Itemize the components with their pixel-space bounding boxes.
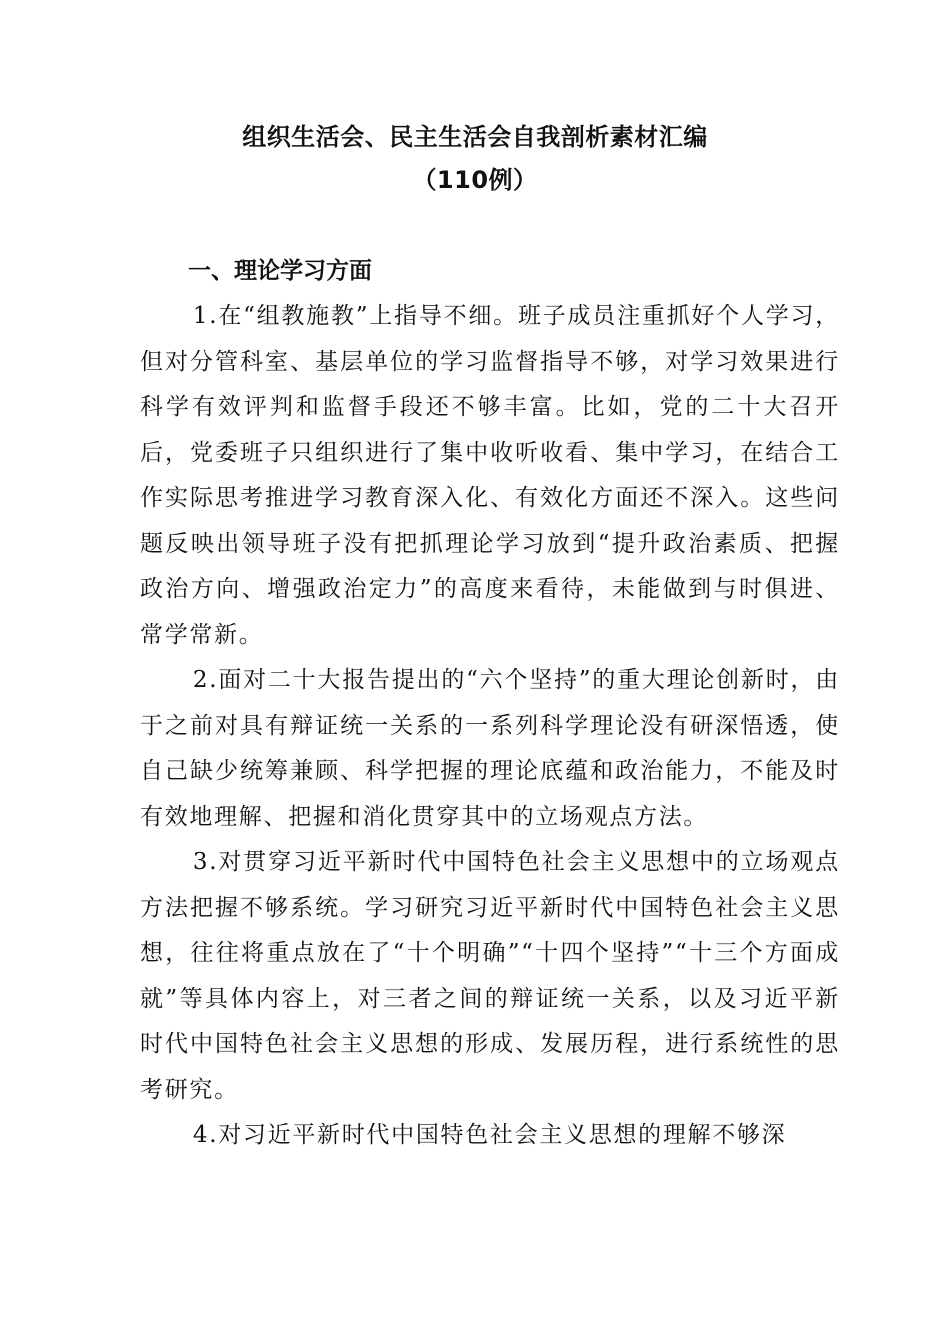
document-title: 组织生活会、民主生活会自我剖析素材汇编 [242,123,708,151]
paragraph-4: 4.对习近平新时代中国特色社会主义思想的理解不够深 [192,1122,787,1148]
section-heading: 一、理论学习方面 [188,258,372,284]
document-subtitle: （110例） [412,166,538,194]
paragraph-3: 3.对贯穿习近平新时代中国特色社会主义思想中的立场观点方法把握不够系统。学习研究习近平新时代中国特色社会主义思想，往往将重点放在了“十个明确”“十四个坚持”“十三个方面成就”等具体内容上，对三者之间的辩证统一关系，以及习近平新时代中国特色社会主义思想的形成、发展历程，进行系统性的思考研究。 [140,849,840,1103]
paragraph-2: 2.面对二十大报告提出的“六个坚持”的重大理论创新时，由于之前对具有辩证统一关系的一系列科学理论没有研深悟透，使自己缺少统筹兼顾、科学把握的理论底蕴和政治能力，不能及时有效地理解、把握和消化贯穿其中的立场观点方法。 [140,667,840,830]
paragraph-1: 1.在“组教施教”上指导不细。班子成员注重抓好个人学习，但对分管科室、基层单位的学习监督指导不够，对学习效果进行科学有效评判和监督手段还不够丰富。比如，党的二十大召开后，党委班子只组织进行了集中收听收看、集中学习，在结合工作实际思考推进学习教育深入化、有效化方面还不深入。这些问题反映出领导班子没有把抓理论学习放到“提升政治素质、把握政治方向、增强政治定力”的高度来看待，未能做到与时俱进、常学常新。 [140,303,840,648]
document-body [140,294,840,1159]
